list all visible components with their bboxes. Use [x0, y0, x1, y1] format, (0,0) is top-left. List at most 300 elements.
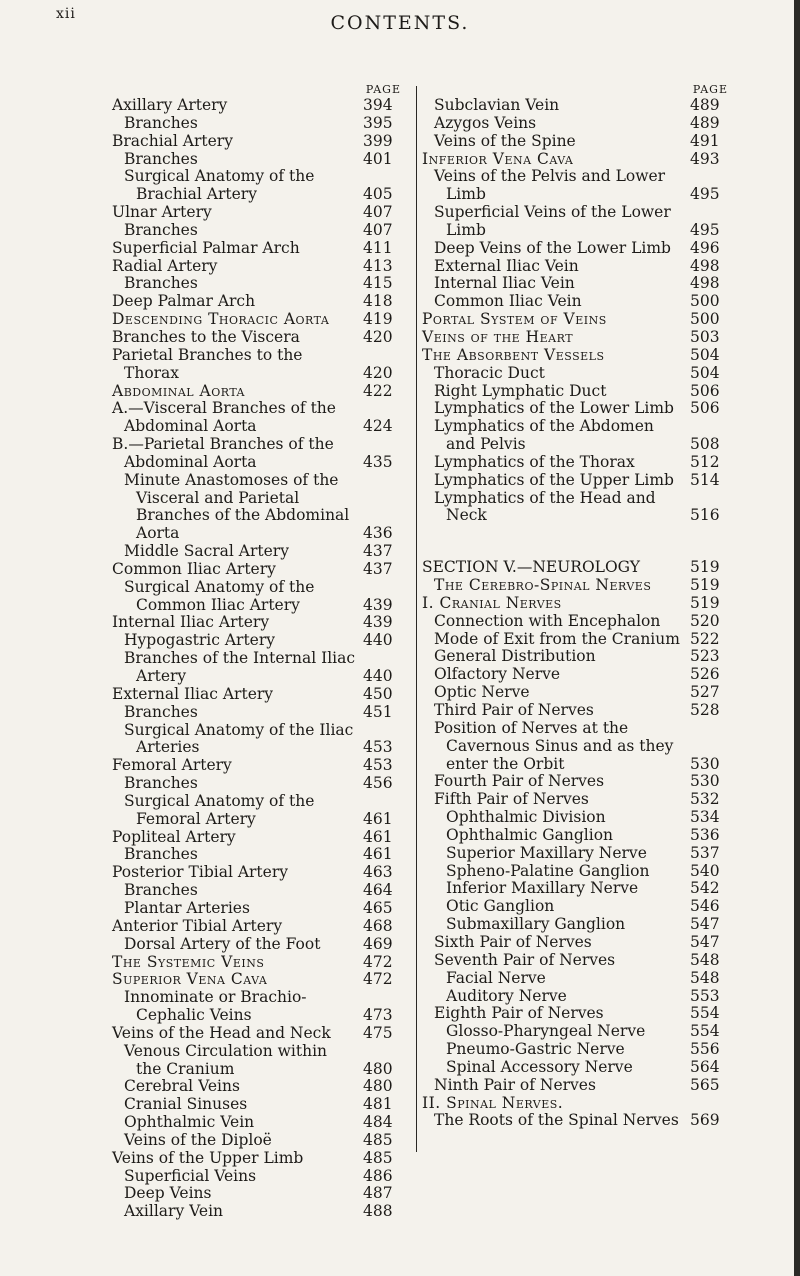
toc-entry-title: Middle Sacral Artery: [124, 542, 289, 561]
toc-entry-title: Branches: [124, 274, 198, 293]
toc-entry-page: 399: [363, 131, 393, 150]
toc-entry-page: 569: [690, 1111, 720, 1130]
toc-entry: [112, 383, 407, 401]
toc-entry-title: Veins of the Pelvis and Lower Limb: [434, 167, 666, 204]
toc-entry: [422, 204, 734, 240]
toc-entry-title: I. Cranial Nerves: [422, 593, 562, 612]
toc-entry: [422, 1112, 734, 1130]
toc-entry: [112, 971, 407, 989]
toc-entry-title: Subclavian Vein: [434, 96, 560, 114]
toc-entry: [112, 936, 407, 954]
toc-entry: [112, 989, 407, 1025]
toc-entry-page: 532: [690, 790, 720, 809]
toc-entry-title: Branches: [124, 774, 198, 793]
toc-entry: [422, 577, 734, 595]
toc-entry: [422, 347, 734, 365]
toc-entry-page: 405: [363, 185, 393, 204]
column-divider: [416, 86, 417, 1152]
toc-entry: [112, 704, 407, 722]
toc-entry-page: 519: [690, 593, 720, 612]
toc-entry-page: 480: [363, 1077, 393, 1096]
toc-entry: [422, 1005, 734, 1023]
toc-entry: [112, 1132, 407, 1150]
toc-entry: [112, 579, 407, 615]
toc-entry: [422, 472, 734, 490]
toc-entry-title: Inferior Vena Cava: [422, 149, 574, 168]
toc-entry-title: Branches: [124, 149, 198, 168]
toc-entry-title: Surgical Anatomy of the Common Iliac Artery: [124, 577, 315, 614]
toc-entry: [422, 418, 734, 454]
toc-entry-title: Branches: [124, 113, 198, 132]
toc-entry: [112, 400, 407, 436]
toc-entry-title: Fourth Pair of Nerves: [434, 772, 605, 791]
running-head: CONTENTS.: [330, 12, 470, 34]
toc-entry-title: Branches: [124, 702, 198, 721]
page-label: PAGE: [692, 83, 728, 96]
toc-entry-title: Popliteal Artery: [112, 827, 236, 846]
toc-entry: [112, 97, 407, 115]
toc-entry-page: 475: [363, 1023, 393, 1042]
toc-entry: [422, 168, 734, 204]
toc-entry: [422, 934, 734, 952]
toc-entry-page: 548: [690, 968, 720, 987]
toc-entry-page: 420: [363, 363, 393, 382]
toc-entry-title: Branches: [124, 220, 198, 239]
toc-entry-page: 493: [690, 149, 720, 168]
toc-entry-page: 401: [363, 149, 393, 168]
toc-entry: [422, 970, 734, 988]
toc-entry-page: 473: [363, 1006, 393, 1025]
toc-entry-title: Third Pair of Nerves: [434, 701, 594, 719]
toc-entry: [112, 1185, 407, 1203]
toc-entry: [112, 1096, 407, 1114]
toc-entry-page: 534: [690, 808, 720, 827]
toc-entry-title: Lymphatics of the Thorax: [434, 452, 635, 471]
toc-entry: [422, 809, 734, 827]
toc-entry: [112, 115, 407, 133]
toc-entry-title: Submaxillary Ganglion: [446, 915, 626, 934]
toc-entry-title: Sixth Pair of Nerves: [434, 932, 592, 951]
toc-entry-page: 472: [363, 952, 393, 971]
toc-entry: [112, 1043, 407, 1079]
toc-entry-title: Connection with Encephalon: [434, 611, 661, 630]
toc-entry: [422, 845, 734, 863]
toc-entry: [112, 686, 407, 704]
toc-entry-title: II. Spinal Nerves.: [422, 1093, 564, 1112]
toc-entry-page: 411: [363, 238, 393, 257]
toc-entry: [422, 240, 734, 258]
toc-column-left: [112, 83, 407, 1221]
toc-entry-page: 530: [690, 754, 720, 773]
toc-entry: [112, 793, 407, 829]
toc-entry-page: 519: [690, 576, 720, 595]
toc-entry-title: Femoral Artery: [112, 756, 232, 775]
toc-entry: [112, 329, 407, 347]
toc-entry: [422, 559, 734, 577]
toc-entry-title: Common Iliac Artery: [112, 559, 276, 578]
toc-entry-title: Superficial Palmar Arch: [112, 238, 300, 257]
toc-entry: [422, 365, 734, 383]
toc-entry-page: 453: [363, 738, 393, 757]
toc-entry-title: Portal System of Veins: [422, 310, 607, 329]
toc-entry-page: 481: [363, 1095, 393, 1114]
toc-entry: [422, 666, 734, 684]
toc-entry-title: Dorsal Artery of the Foot: [124, 934, 321, 953]
toc-entry-page: 500: [690, 292, 720, 311]
toc-entry: [422, 898, 734, 916]
toc-entry-page: 407: [363, 220, 393, 239]
toc-entry-title: Parietal Branches to the Thorax: [112, 345, 303, 382]
toc-entry: [422, 293, 734, 311]
toc-entry: [422, 613, 734, 631]
toc-entry-page: 565: [690, 1075, 720, 1094]
toc-entry-page: 437: [363, 559, 393, 578]
toc-entry-page: 420: [363, 327, 393, 346]
toc-entry-page: 506: [690, 381, 720, 400]
toc-entry-page: 495: [690, 220, 720, 239]
toc-entry-page: 415: [363, 274, 393, 293]
toc-entry: [112, 632, 407, 650]
toc-entry-title: Branches to the Viscera: [112, 327, 300, 346]
toc-entry-page: 564: [690, 1057, 720, 1076]
toc-entry: [422, 720, 734, 774]
toc-entry-page: 485: [363, 1148, 393, 1167]
toc-entry: [112, 1203, 407, 1221]
toc-entry: [422, 400, 734, 418]
toc-entry: [422, 275, 734, 293]
toc-entry-title: Eighth Pair of Nerves: [434, 1004, 604, 1023]
toc-entry-title: Pneumo-Gastric Nerve: [446, 1040, 625, 1059]
toc-entry: [112, 1078, 407, 1096]
toc-entry: [112, 900, 407, 918]
toc-entry-page: 503: [690, 327, 720, 346]
toc-entry-title: Lymphatics of the Upper Limb: [434, 470, 674, 489]
toc-entry: [422, 490, 734, 526]
toc-entry: [422, 773, 734, 791]
toc-entry-page: 437: [363, 542, 393, 561]
toc-entry-title: Inferior Maxillary Nerve: [446, 879, 639, 898]
toc-entry-title: Ninth Pair of Nerves: [434, 1075, 596, 1094]
toc-entry-title: SECTION V.—NEUROLOGY: [422, 558, 641, 577]
toc-entry-title: Right Lymphatic Duct: [434, 381, 607, 400]
toc-entry: [112, 1150, 407, 1168]
toc-entry: [422, 1059, 734, 1077]
toc-entry: [422, 952, 734, 970]
toc-entry-title: Auditory Nerve: [446, 986, 567, 1005]
toc-entry-title: Venous Circulation within the Cranium: [124, 1041, 328, 1078]
toc-entry: [422, 863, 734, 881]
toc-entry-page: 554: [690, 1022, 720, 1041]
toc-entry: [112, 436, 407, 472]
toc-entry: [422, 595, 734, 613]
toc-entry-title: Surgical Anatomy of the Femoral Artery: [124, 791, 315, 828]
page-label: PAGE: [365, 83, 401, 96]
toc-entry-title: Olfactory Nerve: [434, 665, 561, 684]
toc-entry-page: 461: [363, 845, 393, 864]
toc-entry-title: The Systemic Veins: [112, 952, 265, 971]
toc-entry-page: 422: [363, 381, 393, 400]
toc-entry-title: Ophthalmic Vein: [124, 1113, 255, 1132]
toc-entry-page: 463: [363, 863, 393, 882]
toc-entry: [112, 561, 407, 579]
toc-entry-page: 536: [690, 825, 720, 844]
toc-entry-title: Lymphatics of the Head and Neck: [434, 488, 656, 525]
toc-entry-title: Internal Iliac Artery: [112, 613, 270, 632]
toc-entry-page: 480: [363, 1059, 393, 1078]
toc-entry-title: Position of Nerves at the Cavernous Sinus and as they enter the Orbit: [434, 718, 674, 773]
toc-entry-title: Ophthalmic Ganglion: [446, 825, 614, 844]
toc-entry: [422, 97, 734, 115]
toc-entry-page: 516: [690, 506, 720, 525]
toc-entry-title: Otic Ganglion: [446, 897, 555, 916]
toc-entry-title: Deep Palmar Arch: [112, 292, 256, 311]
toc-entry: [112, 151, 407, 169]
toc-entry: [422, 1023, 734, 1041]
toc-entry: [422, 133, 734, 151]
toc-entry: [112, 864, 407, 882]
toc-entry-title: External Iliac Artery: [112, 684, 274, 703]
toc-entry-title: Facial Nerve: [446, 968, 546, 987]
toc-entry-page: 506: [690, 399, 720, 418]
toc-entry: [422, 1077, 734, 1095]
toc-entry-title: Innominate or Brachio-Cephalic Veins: [124, 988, 307, 1025]
toc-entry-page: 542: [690, 879, 720, 898]
toc-entry: [112, 846, 407, 864]
toc-entry-page: 523: [690, 647, 720, 666]
toc-entry: [422, 258, 734, 276]
toc-entry-title: Veins of the Upper Limb: [112, 1148, 304, 1167]
toc-entry: [422, 880, 734, 898]
toc-entry-title: Axillary Vein: [124, 1202, 224, 1221]
toc-entry-title: A.—Visceral Branches of the Abdominal Aorta: [112, 399, 336, 436]
toc-entry-title: Mode of Exit from the Cranium: [434, 629, 680, 648]
toc-entry-page: 439: [363, 595, 393, 614]
toc-entry-page: 500: [690, 310, 720, 329]
toc-entry: [112, 775, 407, 793]
toc-entry-title: Deep Veins: [124, 1184, 212, 1203]
toc-entry-page: 520: [690, 611, 720, 630]
toc-entry-page: 440: [363, 631, 393, 650]
toc-entry-title: Superior Maxillary Nerve: [446, 843, 647, 862]
toc-entry-title: Plantar Arteries: [124, 898, 250, 917]
toc-entry: [112, 1114, 407, 1132]
toc-entry-title: Abdominal Aorta: [112, 381, 246, 400]
toc-entry-title: Spinal Accessory Nerve: [446, 1057, 633, 1076]
toc-entry-title: Deep Veins of the Lower Limb: [434, 238, 671, 257]
toc-entry-page: 419: [363, 310, 393, 329]
toc-entry-page: 456: [363, 774, 393, 793]
toc-entry-page: 514: [690, 470, 720, 489]
toc-entry-title: Descending Thoracic Aorta: [112, 310, 330, 329]
toc-entry: [112, 275, 407, 293]
toc-entry-page: 488: [363, 1202, 393, 1221]
toc-entry-title: Axillary Artery: [112, 96, 228, 114]
toc-entry-title: Lymphatics of the Lower Limb: [434, 399, 674, 418]
toc-entry-title: Veins of the Heart: [422, 327, 574, 346]
toc-entry-page: 486: [363, 1166, 393, 1185]
toc-entry-page: 394: [363, 96, 393, 114]
toc-entry-page: 498: [690, 256, 720, 275]
toc-entry: [112, 543, 407, 561]
toc-entry-title: Posterior Tibial Artery: [112, 863, 288, 882]
toc-entry: [422, 383, 734, 401]
toc-entry-page: 484: [363, 1113, 393, 1132]
toc-entry-page: 407: [363, 203, 393, 222]
toc-entry-title: The Cerebro-Spinal Nerves: [434, 576, 652, 595]
toc-entry-page: 527: [690, 683, 720, 702]
toc-entry-page: 461: [363, 827, 393, 846]
toc-entry: [422, 1095, 734, 1113]
toc-entry-page: 546: [690, 897, 720, 916]
toc-entry: [422, 684, 734, 702]
toc-entry-title: Branches of the Internal Iliac Artery: [124, 649, 356, 685]
toc-entry: [112, 918, 407, 936]
toc-entry-title: Cranial Sinuses: [124, 1095, 248, 1114]
toc-entry-page: 547: [690, 915, 720, 934]
toc-entry-title: Surgical Anatomy of the Iliac Arteries: [124, 720, 354, 757]
toc-entry-title: Surgical Anatomy of the Brachial Artery: [124, 167, 315, 204]
toc-entry-title: Radial Artery: [112, 256, 218, 275]
toc-entry-page: 439: [363, 613, 393, 632]
toc-entry-page: 540: [690, 861, 720, 880]
toc-entry-page: 436: [363, 524, 393, 543]
toc-entry-page: 418: [363, 292, 393, 311]
toc-entry-title: Optic Nerve: [434, 683, 530, 702]
toc-entry: [422, 916, 734, 934]
toc-entry: [422, 115, 734, 133]
toc-entry-page: 556: [690, 1040, 720, 1059]
toc-column-right: [422, 83, 734, 1130]
toc-entry: [112, 757, 407, 775]
toc-entry: [112, 311, 407, 329]
toc-entry-page: 526: [690, 665, 720, 684]
toc-entry: [422, 827, 734, 845]
toc-entry: [112, 222, 407, 240]
toc-entry-page: 465: [363, 898, 393, 917]
toc-entry-page: 472: [363, 970, 393, 989]
toc-entry-title: Superior Vena Cava: [112, 970, 268, 989]
toc-entry-page: 395: [363, 113, 393, 132]
toc-entry: [112, 722, 407, 758]
toc-entry-title: Spheno-Palatine Ganglion: [446, 861, 650, 880]
toc-entry-page: 522: [690, 629, 720, 648]
toc-entry: [112, 1025, 407, 1043]
toc-entry: [112, 829, 407, 847]
toc-entry: [112, 293, 407, 311]
toc-entry: [422, 648, 734, 666]
toc-entry: [422, 791, 734, 809]
toc-entry-title: Azygos Veins: [434, 113, 537, 132]
toc-entry-page: 468: [363, 916, 393, 935]
toc-entry: [422, 454, 734, 472]
page-edge: [794, 0, 800, 1276]
toc-entry-title: General Distribution: [434, 647, 596, 666]
toc-entry-page: 554: [690, 1004, 720, 1023]
toc-entry-page: 537: [690, 843, 720, 862]
toc-entry-page: 530: [690, 772, 720, 791]
toc-entry-page: 498: [690, 274, 720, 293]
toc-entry-page: 553: [690, 986, 720, 1005]
toc-entry-title: Veins of the Head and Neck: [112, 1023, 331, 1042]
toc-entry-title: Brachial Artery: [112, 131, 233, 150]
toc-entry-page: 512: [690, 452, 720, 471]
toc-entry: [112, 204, 407, 222]
toc-entry-title: Anterior Tibial Artery: [112, 916, 283, 935]
page-number: xii: [56, 6, 76, 22]
toc-entry-title: Veins of the Spine: [434, 131, 576, 150]
section-gap: [422, 525, 734, 559]
toc-entry: [422, 1041, 734, 1059]
toc-entry-page: 485: [363, 1130, 393, 1149]
toc-entry-page: 504: [690, 363, 720, 382]
toc-entry-title: Branches: [124, 845, 198, 864]
toc-entry-page: 496: [690, 238, 720, 257]
toc-entry: [112, 472, 407, 543]
toc-entry-page: 487: [363, 1184, 393, 1203]
toc-entry-page: 450: [363, 684, 393, 703]
toc-entry-page: 547: [690, 932, 720, 951]
toc-entry-title: Superficial Veins: [124, 1166, 257, 1185]
toc-entry: [112, 954, 407, 972]
toc-entry-title: External Iliac Vein: [434, 256, 579, 275]
toc-entry-page: 489: [690, 113, 720, 132]
toc-entry-page: 528: [690, 701, 720, 719]
toc-entry-page: 491: [690, 131, 720, 150]
toc-entry-page: 440: [363, 667, 393, 685]
toc-entry-page: 453: [363, 756, 393, 775]
toc-entry-page: 413: [363, 256, 393, 275]
toc-entry-title: Minute Anastomoses of the Visceral and Parietal Branches of the Abdominal Aorta: [124, 470, 350, 543]
toc-entry-page: 495: [690, 185, 720, 204]
toc-entry-title: Thoracic Duct: [434, 363, 545, 382]
toc-entry-page: 519: [690, 558, 720, 577]
toc-entry: [112, 347, 407, 383]
toc-entry: [112, 650, 407, 686]
toc-entry-title: Glosso-Pharyngeal Nerve: [446, 1022, 646, 1041]
toc-entry: [422, 631, 734, 649]
toc-entry: [112, 133, 407, 151]
toc-entry-page: 548: [690, 950, 720, 969]
toc-entry: [112, 258, 407, 276]
toc-entry-title: Cerebral Veins: [124, 1077, 240, 1096]
toc-entry-title: Seventh Pair of Nerves: [434, 950, 616, 969]
toc-entry: [422, 151, 734, 169]
toc-entry-page: 508: [690, 435, 720, 454]
toc-entry-title: Superficial Veins of the Lower Limb: [434, 203, 671, 239]
toc-entry-title: Internal Iliac Vein: [434, 274, 575, 293]
toc-entry-title: Ophthalmic Division: [446, 808, 606, 827]
toc-entry-page: 461: [363, 809, 393, 828]
toc-entry-title: Lymphatics of the Abdomen and Pelvis: [434, 417, 654, 454]
toc-entry-page: 504: [690, 345, 720, 364]
toc-entry-page: 489: [690, 96, 720, 114]
toc-entry-page: 435: [363, 452, 393, 471]
toc-entry-title: Hypogastric Artery: [124, 631, 276, 650]
toc-entry: [112, 882, 407, 900]
toc-entry: [422, 329, 734, 347]
toc-entry-page: 424: [363, 417, 393, 436]
toc-entry-page: 469: [363, 934, 393, 953]
toc-entry-page: 464: [363, 881, 393, 900]
toc-entry-page: 451: [363, 702, 393, 721]
toc-entry: [112, 240, 407, 258]
toc-entry-title: Veins of the Diploë: [124, 1130, 272, 1149]
toc-entry: [422, 702, 734, 720]
toc-entry: [422, 988, 734, 1006]
toc-entry: [112, 1168, 407, 1186]
toc-entry-title: Fifth Pair of Nerves: [434, 790, 589, 809]
toc-entry-title: B.—Parietal Branches of the Abdominal Aorta: [112, 435, 334, 471]
